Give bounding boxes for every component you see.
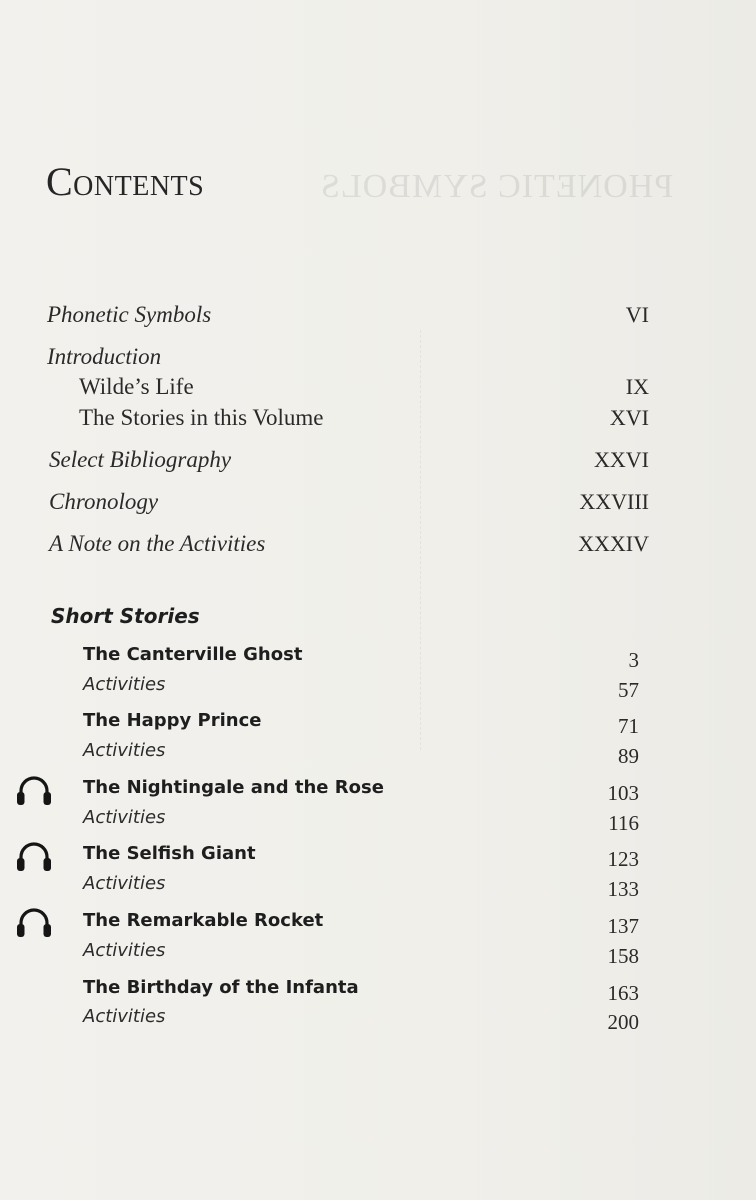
toc-entry-note-on-activities[interactable] bbox=[0, 531, 756, 561]
toc-activities-remarkable-rocket[interactable] bbox=[0, 940, 756, 970]
toc-entry-wildes-life[interactable] bbox=[0, 374, 756, 404]
story-page: 123 bbox=[607, 847, 639, 871]
toc-activities-selfish-giant[interactable] bbox=[0, 873, 756, 903]
toc-entry-label: The Stories in this Volume bbox=[79, 405, 324, 430]
page-title: Contents bbox=[46, 159, 205, 204]
activities-page: 57 bbox=[618, 678, 639, 702]
story-page: 163 bbox=[607, 981, 639, 1005]
toc-story-selfish-giant[interactable] bbox=[0, 843, 756, 873]
activities-page: 116 bbox=[608, 811, 639, 835]
toc-activities-birthday-of-infanta[interactable] bbox=[0, 1006, 756, 1036]
toc-entry-page: XXXIV bbox=[578, 531, 649, 556]
activities-label: Activities bbox=[83, 940, 166, 961]
toc-story-remarkable-rocket[interactable] bbox=[0, 910, 756, 940]
section-heading: Short Stories bbox=[51, 604, 200, 628]
story-title: The Birthday of the Infanta bbox=[83, 977, 359, 998]
toc-entry-page: XXVI bbox=[594, 447, 649, 472]
story-page: 3 bbox=[628, 648, 639, 672]
activities-label: Activities bbox=[83, 674, 166, 695]
toc-story-canterville-ghost[interactable] bbox=[0, 644, 756, 674]
toc-activities-happy-prince[interactable] bbox=[0, 740, 756, 770]
toc-activities-nightingale-and-rose[interactable] bbox=[0, 807, 756, 837]
activities-label: Activities bbox=[83, 807, 166, 828]
toc-story-nightingale-and-rose[interactable] bbox=[0, 777, 756, 807]
activities-page: 89 bbox=[618, 744, 639, 768]
toc-entry-select-bibliography[interactable] bbox=[0, 447, 756, 477]
toc-entry-label: Chronology bbox=[49, 489, 159, 514]
toc-entry-label: Phonetic Symbols bbox=[47, 302, 212, 327]
toc-activities-canterville-ghost[interactable] bbox=[0, 674, 756, 704]
story-title: The Selfish Giant bbox=[83, 843, 256, 864]
activities-page: 133 bbox=[607, 877, 639, 901]
story-title: The Happy Prince bbox=[83, 710, 262, 731]
toc-story-happy-prince[interactable] bbox=[0, 710, 756, 740]
toc-entry-page: IX bbox=[625, 374, 649, 399]
story-page: 137 bbox=[607, 914, 639, 938]
bleed-through-text: PHONETIC SYMBOLS bbox=[320, 168, 674, 205]
story-page: 103 bbox=[607, 781, 639, 805]
story-title: The Nightingale and the Rose bbox=[83, 777, 384, 798]
activities-page: 200 bbox=[607, 1010, 639, 1034]
toc-entry-phonetic-symbols[interactable] bbox=[0, 302, 756, 332]
story-title: The Remarkable Rocket bbox=[83, 910, 324, 931]
activities-label: Activities bbox=[83, 873, 166, 894]
story-page: 71 bbox=[618, 714, 639, 738]
toc-entry-page: VI bbox=[625, 302, 649, 327]
toc-entry-page: XVI bbox=[609, 405, 649, 430]
toc-entry-chronology[interactable] bbox=[0, 489, 756, 519]
toc-story-birthday-of-infanta[interactable] bbox=[0, 977, 756, 1007]
toc-entry-introduction[interactable] bbox=[0, 344, 756, 374]
toc-entry-stories-in-volume[interactable] bbox=[0, 405, 756, 435]
activities-label: Activities bbox=[83, 740, 166, 761]
toc-entry-page: XXVIII bbox=[579, 489, 649, 514]
activities-page: 158 bbox=[607, 944, 639, 968]
toc-entry-label: Wilde’s Life bbox=[79, 374, 194, 399]
activities-label: Activities bbox=[83, 1006, 166, 1027]
toc-entry-label: Introduction bbox=[47, 344, 162, 369]
toc-entry-label: Select Bibliography bbox=[49, 447, 232, 472]
toc-entry-label: A Note on the Activities bbox=[49, 531, 266, 556]
story-title: The Canterville Ghost bbox=[83, 644, 303, 665]
